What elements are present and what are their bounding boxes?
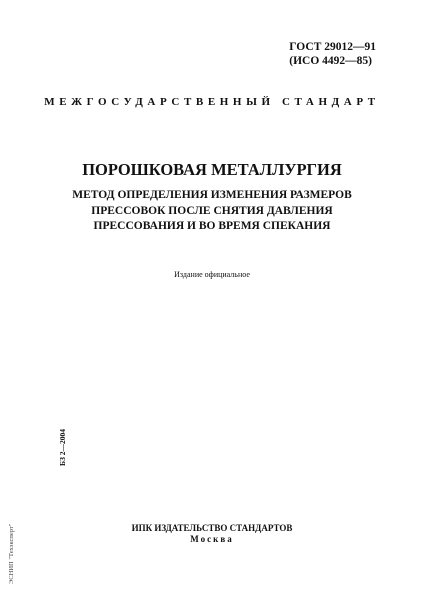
standard-type-heading: МЕЖГОСУДАРСТВЕННЫЙ СТАНДАРТ [44, 96, 380, 108]
document-title: ПОРОШКОВАЯ МЕТАЛЛУРГИЯ [82, 160, 342, 179]
document-designation [289, 40, 376, 68]
document-subtitle [0, 188, 424, 235]
publisher-block [0, 523, 424, 545]
side-stamp: ЭСНИП "Техэксперт" [8, 523, 15, 584]
subtitle-line: ПРЕССОВОК ПОСЛЕ СНЯТИЯ ДАВЛЕНИЯ [91, 204, 333, 217]
iso-number: (ИСО 4492—85) [289, 55, 373, 67]
edition-note: Издание официальное [174, 270, 250, 279]
gost-number: ГОСТ 29012—91 [289, 41, 376, 53]
publisher-name: ИПК ИЗДАТЕЛЬСТВО СТАНДАРТОВ [131, 523, 293, 533]
subtitle-line: ПРЕССОВАНИЯ И ВО ВРЕМЯ СПЕКАНИЯ [93, 220, 331, 232]
side-code: БЗ 2—2004 [58, 428, 67, 466]
subtitle-line: МЕТОД ОПРЕДЕЛЕНИЯ ИЗМЕНЕНИЯ РАЗМЕРОВ [72, 189, 352, 201]
publisher-city: Москва [190, 534, 234, 544]
